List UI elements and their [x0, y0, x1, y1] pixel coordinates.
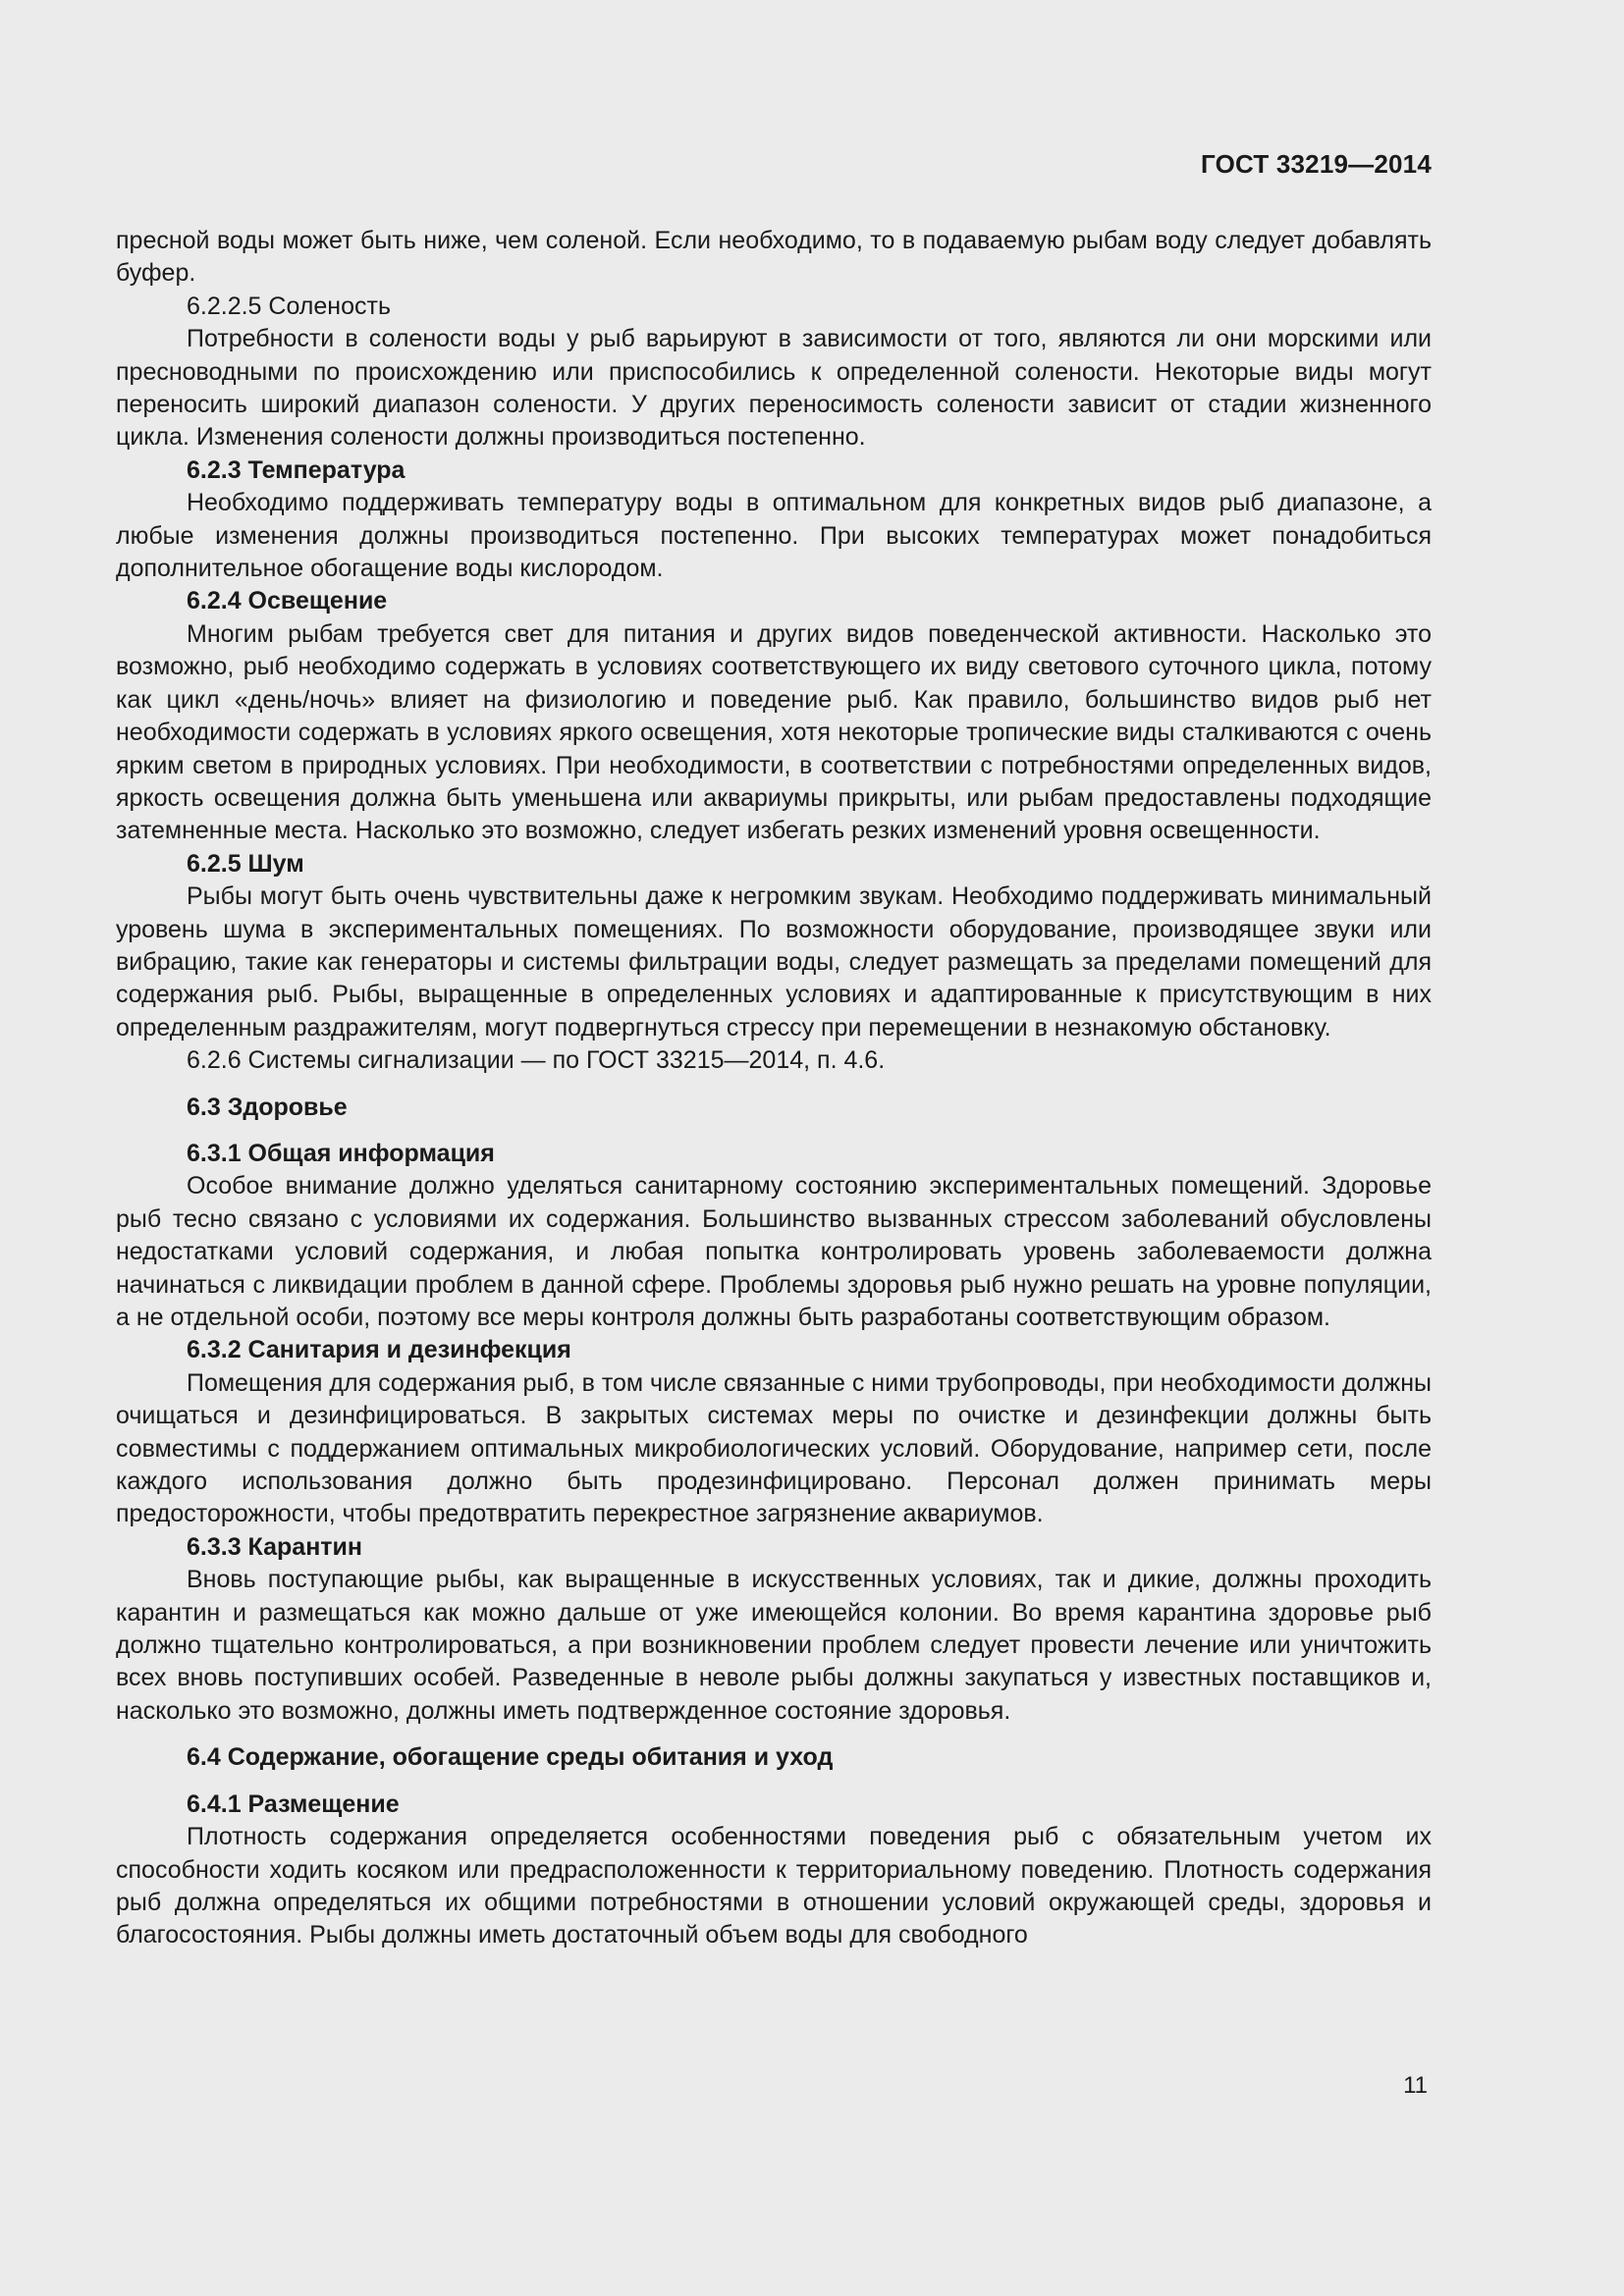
body-paragraph: Рыбы могут быть очень чувствительны даже к негромким звукам. Необходимо поддерживать минимальный уровень шума в экспериментальных помещениях. По возможности оборудование, производящее звуки или вибрацию, такие как генераторы и системы фильтрации воды, следует размещать за пределами помещений для содержания рыб. Рыбы, выращенные в определенных условиях и адаптированные к присутствующим в них определенным раздражителям, могут подвергнуться стрессу при перемещении в незнакомую обстановку.: [116, 882, 1432, 1041]
body-paragraph: Особое внимание должно уделяться санитарному состоянию экспериментальных помещений. Здоровье рыб тесно связано с условиями их содержания. Большинство вызванных стрессом заболеваний обусловлены недостатками условий содержания, и любая попытка контролировать уровень заболеваемости должна начинаться с ликвидации проблем в данной сфере. Проблемы здоровья рыб нужно решать на уровне популяции, а не отдельной особи, поэтому все меры контроля должны быть разработаны соответствующим образом.: [116, 1172, 1432, 1331]
body-paragraph: Вновь поступающие рыбы, как выращенные в искусственных условиях, так и дикие, должны проходить карантин и размещаться как можно дальше от уже имеющейся колонии. Во время карантина здоровье рыб должно тщательно контролироваться, а при возникновении проблем следует провести лечение или уничтожить всех вновь поступивших особей. Разведенные в неволе рыбы должны закупаться у известных поставщиков и, насколько это возможно, должны иметь подтвержденное состояние здоровья.: [116, 1566, 1432, 1725]
body-paragraph: Многим рыбам требуется свет для питания и других видов поведенческой активности. Насколько это возможно, рыб необходимо содержать в условиях соответствующего их виду светового суточного цикла, потому как цикл «день/ночь» влияет на физиологию и поведение рыб. Как правило, большинство видов рыб нет необходимости содержать в условиях яркого освещения, хотя некоторые тропические виды сталкиваются с очень ярким светом в природных условиях. При необходимости, в соответствии с потребностями определенных видов, яркость освещения должна быть уменьшена или аквариумы прикрыты, или рыбам предоставлены подходящие затемненные места. Насколько это возможно, следует избегать резких изменений уровня освещенности.: [116, 619, 1432, 845]
document-page: [116, 0, 1432, 2296]
section-heading: 6.3 Здоровье: [187, 1093, 348, 1121]
body-paragraph: Необходимо поддерживать температуру воды в оптимальном для конкретных видов рыб диапазоне, а любые изменения должны производиться постепенно. При высоких температурах может понадобиться дополнительное обогащение воды кислородом.: [116, 489, 1432, 583]
section-heading: 6.3.1 Общая информация: [187, 1139, 495, 1167]
body-paragraph: пресной воды может быть ниже, чем соленой. Если необходимо, то в подаваемую рыбам воду следует добавлять буфер.: [116, 227, 1432, 288]
body-paragraph: Потребности в солености воды у рыб варьируют в зависимости от того, являются ли они морскими или пресноводными по происхождению или приспособились к определенной солености. Некоторые виды могут переносить широкий диапазон солености. У других переносимость солености зависит от стадии жизненного цикла. Изменения солености должны производиться постепенно.: [116, 325, 1432, 452]
section-heading: 6.2.5 Шум: [187, 849, 304, 878]
body-paragraph: Плотность содержания определяется особенностями поведения рыб с обязательным учетом их способности ходить косяком или предрасположенности к территориальному поведению. Плотность содержания рыб должна определяться их общими потребностями в отношении условий окружающей среды, здоровья и благосостояния. Рыбы должны иметь достаточный объем воды для свободного: [116, 1823, 1432, 1949]
document-body: [116, 225, 1432, 1952]
section-heading: 6.4 Содержание, обогащение среды обитания и уход: [187, 1743, 834, 1772]
document-header-id: ГОСТ 33219—2014: [1201, 149, 1432, 179]
section-heading: 6.3.2 Санитария и дезинфекция: [187, 1336, 571, 1364]
body-paragraph: Помещения для содержания рыб, в том числе связанные с ними трубопроводы, при необходимости должны очищаться и дезинфицироваться. В закрытых системах меры по очистке и дезинфекции должны быть совместимы с поддержанием оптимальных микробиологических условий. Оборудование, например сети, после каждого использования должно быть продезинфицировано. Персонал должен принимать меры предосторожности, чтобы предотвратить перекрестное загрязнение аквариумов.: [116, 1368, 1432, 1528]
section-heading: 6.2.4 Освещение: [187, 587, 388, 615]
page-number: 11: [1403, 2072, 1428, 2099]
section-heading: 6.3.3 Карантин: [187, 1532, 363, 1561]
section-heading: 6.4.1 Размещение: [187, 1789, 400, 1818]
body-paragraph: 6.2.6 Системы сигнализации — по ГОСТ 33215—2014, п. 4.6.: [187, 1046, 886, 1075]
body-paragraph: 6.2.2.5 Соленость: [187, 292, 391, 320]
section-heading: 6.2.3 Температура: [187, 455, 406, 484]
